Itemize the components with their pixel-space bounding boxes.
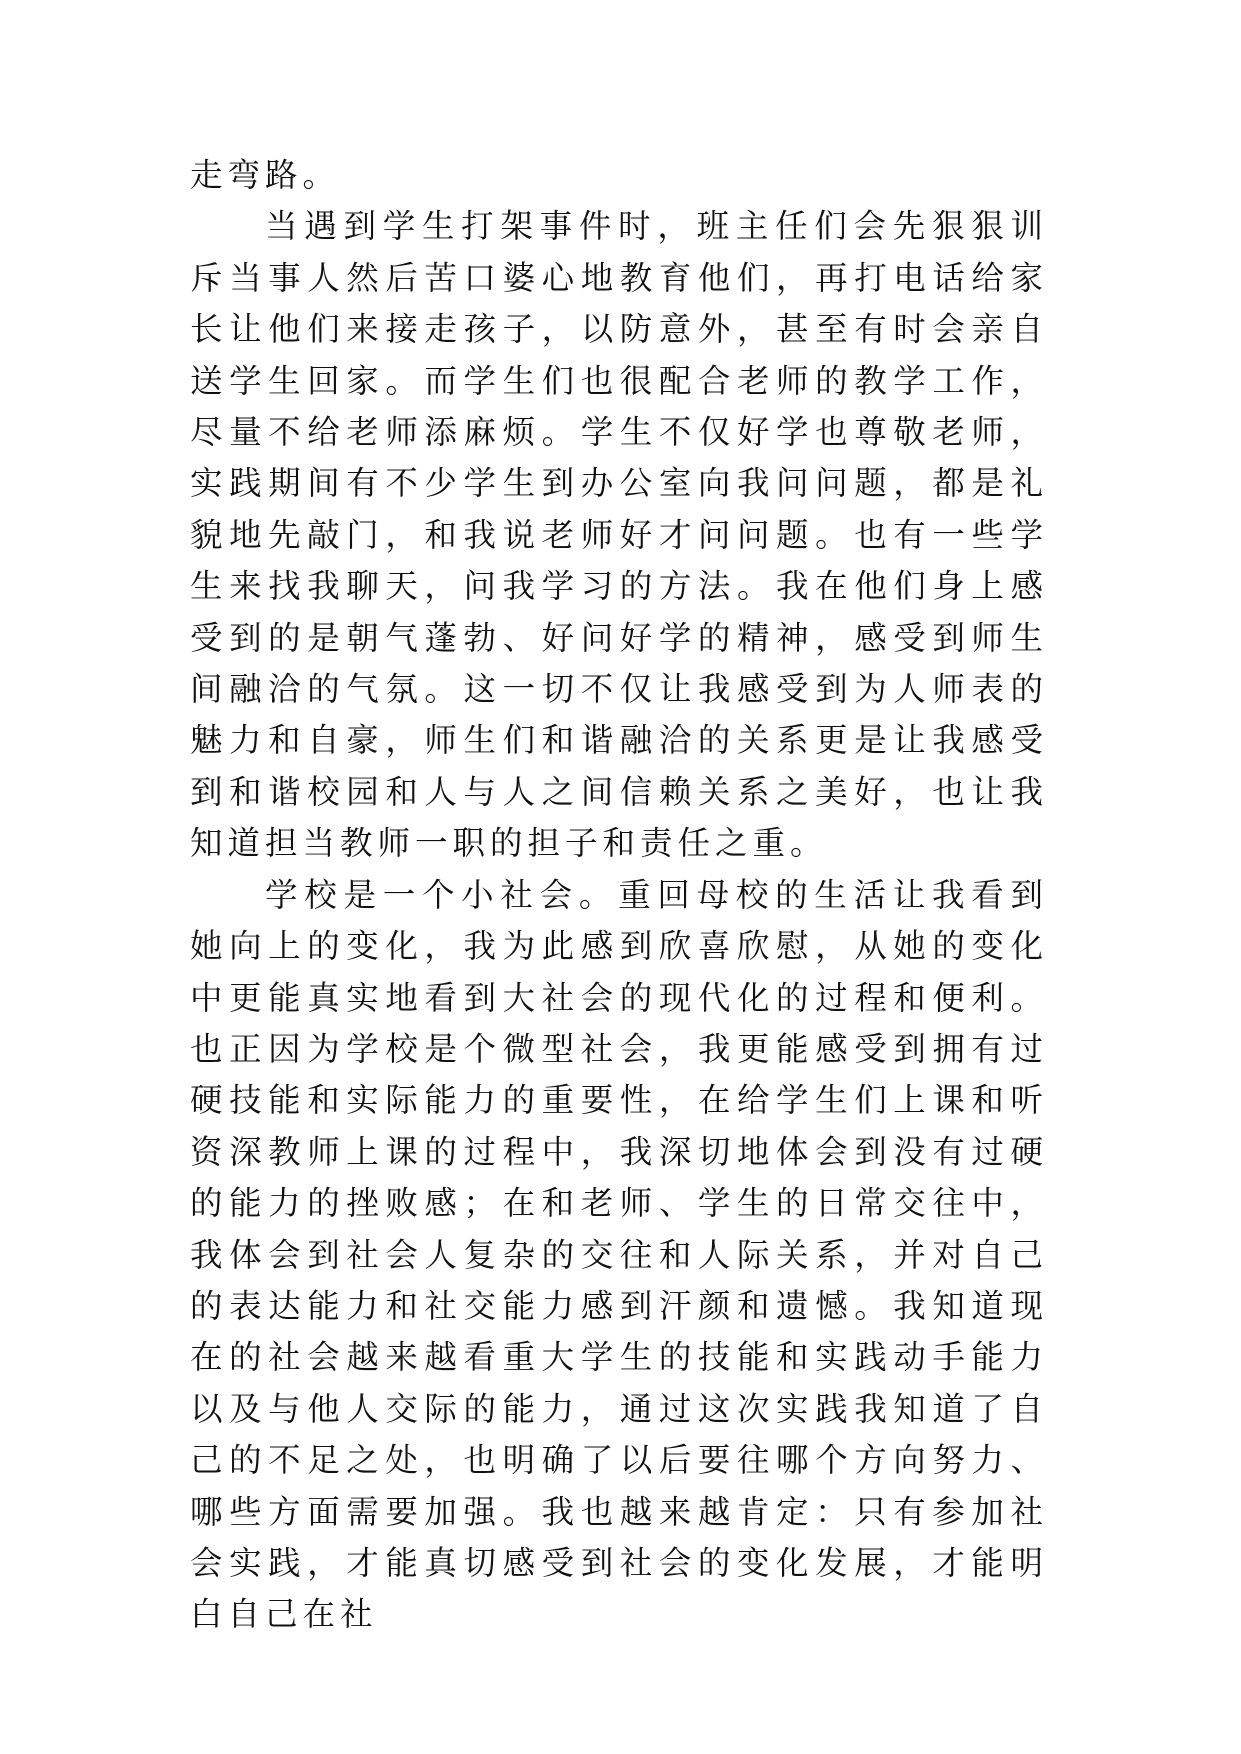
- body-text: [190, 150, 1048, 1641]
- paragraph-continuation: 走弯路。: [190, 156, 341, 194]
- paragraph-student-conduct: 当遇到学生打架事件时，班主任们会先狠狠训斥当事人然后苦口婆心地教育他们，再打电话给家长让他们来接走孩子，以防意外，甚至有时会亲自送学生回家。而学生们也很配合老师的教学工作，尽量不给老师添麻烦。学生不仅好学也尊敬老师，实践期间有不少学生到办公室向我问问题，都是礼貌地先敲门，和我说老师好才问问题。也有一些学生来找我聊天，问我学习的方法。我在他们身上感受到的是朝气蓬勃、好问好学的精神，感受到师生间融洽的气氛。这一切不仅让我感受到为人师表的魅力和自豪，师生们和谐融洽的关系更是让我感受到和谐校园和人与人之间信赖关系之美好，也让我知道担当教师一职的担子和责任之重。: [190, 207, 1048, 863]
- paragraph-school-society: 学校是一个小社会。重回母校的生活让我看到她向上的变化，我为此感到欣喜欣慰，从她的变化中更能真实地看到大社会的现代化的过程和便利。也正因为学校是个微型社会，我更能感受到拥有过硬技能和实际能力的重要性，在给学生们上课和听资深教师上课的过程中，我深切地体会到没有过硬的能力的挫败感；在和老师、学生的日常交往中，我体会到社会人复杂的交往和人际关系，并对自己的表达能力和社交能力感到汗颜和遗憾。我知道现在的社会越来越看重大学生的技能和实践动手能力以及与他人交际的能力，通过这次实践我知道了自己的不足之处，也明确了以后要往哪个方向努力、哪些方面需要加强。我也越来越肯定：只有参加社会实践，才能真切感受到社会的变化发展，才能明白自己在社: [190, 875, 1048, 1634]
